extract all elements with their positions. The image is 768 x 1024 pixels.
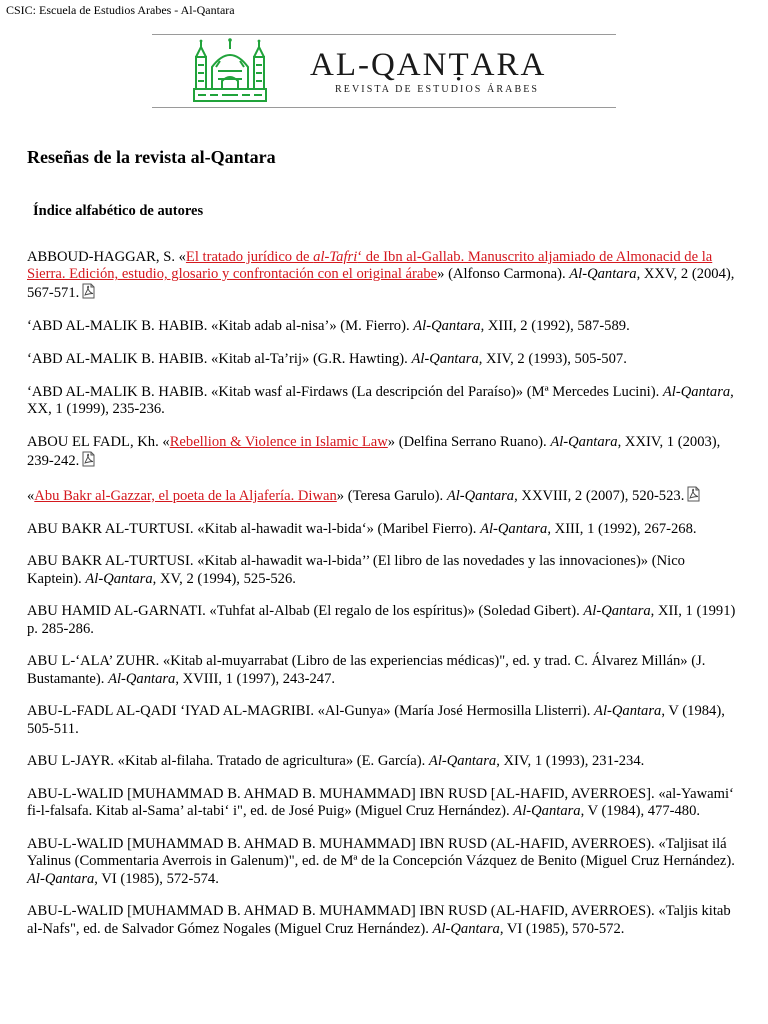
entry-text: ABU BAKR AL-TURTUSI. «Kitab al-hawadit wa-l-bida‘» (Maribel Fierro). — [27, 520, 481, 537]
entry-text: ABBOUD-HAGGAR, S. « — [27, 249, 186, 265]
entry-text: ABOU EL FADL, Kh. « — [27, 433, 170, 450]
journal-name: Al-Qantara — [411, 351, 479, 367]
journal-masthead — [152, 34, 616, 108]
citation-details: , XIV, 2 (1993), 505-507. — [478, 351, 627, 367]
entry-text: ‘ABD AL-MALIK B. HABIB. «Kitab al-Ta’rij» (G.R. Hawting). — [27, 351, 412, 367]
review-entry — [27, 603, 739, 637]
entry-text: ABU-L-WALID [MUHAMMAD B. AHMAD B. MUHAMMAD] IBN RUSD (AL-HAFID, AVERROES). «Taljisat ilá Yalinus (Commentaria Averrois in Galenum)", ed. de Mª de la Concepción Vázquez de Benito (Miguel Cruz Hernández). — [27, 836, 735, 870]
reviewer-text: » (Teresa Garulo). — [336, 487, 447, 504]
citation-details: , XXVIII, 2 (2007), 520-523. — [514, 487, 685, 504]
journal-name: Al-Qantara — [513, 803, 581, 820]
index-heading: Índice alfabético de autores — [33, 203, 204, 219]
citation-details: , XIII, 2 (1992), 587-589. — [480, 318, 630, 335]
journal-name: Al-Qantara — [27, 870, 95, 887]
review-link-text: ‘ de Ibn al-Gallab. Manuscrito aljamiado de Almonacid de la Sierra. Edición, estudio, glosario y confrontación con el original árabe — [27, 249, 713, 283]
entry-text: ‘ABD AL-MALIK B. HABIB. «Kitab wasf al-Firdaws (La descripción del Paraíso)» (Mª Mercedes Lucini). — [27, 383, 663, 400]
citation-details: , XVIII, 1 (1997), 243-247. — [175, 670, 336, 687]
review-entry — [27, 521, 739, 538]
citation-details: , XXIV, 1 (2003), 239-242. — [27, 433, 721, 469]
journal-name: Al-Qantara — [432, 920, 500, 937]
pdf-file-icon[interactable] — [81, 451, 96, 467]
review-entry — [27, 486, 739, 505]
journal-name: Al-Qantara — [480, 520, 548, 537]
citation-details: , XIV, 1 (1993), 231-234. — [496, 753, 645, 770]
review-entry — [27, 753, 739, 770]
reviewer-text: » (Delfina Serrano Ruano). — [387, 433, 551, 450]
citation-details: , VI (1985), 572-574. — [94, 870, 219, 887]
masthead-subtitle: REVISTA DE ESTUDIOS ÁRABES — [335, 84, 540, 95]
entry-text: « — [27, 487, 35, 504]
journal-name: Al-Qantara — [413, 318, 481, 335]
review-link-italic: al-Tafri — [313, 249, 358, 265]
citation-details: , XIII, 1 (1992), 267-268. — [547, 520, 697, 537]
entry-text: ABU L-JAYR. «Kitab al-filaha. Tratado de agricultura» (E. García). — [27, 753, 429, 770]
journal-name: Al-Qantara — [108, 670, 176, 687]
page-title: Reseñas de la revista al-Qantara — [27, 147, 276, 167]
entry-text: ABU BAKR AL-TURTUSI. «Kitab al-hawadit wa-l-bida’’ (El libro de las novedades y las innovaciones)» (Nico Kaptein). — [27, 553, 685, 587]
citation-details: , V (1984), 477-480. — [580, 803, 701, 820]
review-entry — [27, 903, 739, 937]
review-entry — [27, 384, 739, 418]
masthead-title: AL-QANṬARA — [310, 47, 547, 83]
citation-details: , V (1984), 505-511. — [27, 703, 725, 737]
review-list — [27, 249, 739, 953]
citation-details: , XX, 1 (1999), 235-236. — [27, 383, 734, 417]
mosque-arabesque-logo-icon — [192, 37, 268, 103]
review-entry — [27, 653, 739, 687]
review-entry — [27, 786, 739, 820]
review-link-text: Rebellion & Violence in Islamic Law — [169, 433, 388, 450]
journal-name: Al-Qantara — [446, 487, 515, 504]
entry-text: ABU-L-FADL AL-QADI ‘IYAD AL-MAGRIBI. «Al-Gunya» (María José Hermosilla Llisterri). — [27, 703, 595, 720]
entry-text: ‘ABD AL-MALIK B. HABIB. «Kitab adab al-nisa’» (M. Fierro). — [27, 318, 414, 335]
review-entry — [27, 351, 739, 368]
review-link[interactable] — [170, 434, 388, 450]
journal-name: Al-Qantara — [85, 570, 153, 587]
pdf-file-icon[interactable] — [81, 283, 96, 299]
entry-text: ABU HAMID AL-GARNATI. «Tuhfat al-Albab (El regalo de los espíritus)» (Soledad Gibert). — [27, 603, 584, 620]
citation-details: , XII, 1 (1991) p. 285-286. — [27, 603, 736, 637]
pdf-file-icon[interactable] — [686, 486, 701, 502]
journal-name: Al-Qantara — [662, 383, 731, 400]
entry-text: ABU-L-WALID [MUHAMMAD B. AHMAD B. MUHAMMAD] IBN RUSD (AL-HAFID, AVERROES). «Taljis kitab al-Nafs", ed. de Salvador Gómez Nogales (Miguel Cruz Hernández). — [27, 903, 731, 937]
review-link-text: Abu Bakr al-Gazzar, el poeta de la Aljafería. Diwan — [34, 487, 337, 504]
reviewer-text: » (Alfonso Carmona). — [437, 266, 570, 283]
review-entry — [27, 434, 739, 470]
entry-text: ABU L-‘ALA’ ZUHR. «Kitab al-muyarrabat (Libro de las experiencias médicas)", ed. y trad. C. Álvarez Millán» (J. Bustamante). — [27, 653, 706, 687]
journal-name: Al-Qantara — [569, 266, 637, 283]
review-entry — [27, 836, 739, 888]
review-entry — [27, 703, 739, 737]
citation-details: , VI (1985), 570-572. — [499, 920, 625, 937]
entry-text: ABU-L-WALID [MUHAMMAD B. AHMAD B. MUHAMMAD] IBN RUSD [AL-HAFID, AVERROES]. «al-Yawami‘ fi-l-falsafa. Kitab al-Sama’ al-tabi‘ i", ed. de José Puig» (Miguel Cruz Hernández). — [27, 786, 734, 820]
review-entry — [27, 318, 739, 335]
review-link-text: El tratado jurídico de — [185, 249, 314, 265]
citation-details: , XXV, 2 (2004), 567-571. — [27, 266, 735, 302]
print-header: CSIC: Escuela de Estudios Arabes - Al-Qantara — [6, 3, 235, 17]
journal-name: Al-Qantara — [583, 603, 651, 620]
citation-details: , XV, 2 (1994), 525-526. — [152, 570, 296, 587]
review-entry — [27, 249, 739, 303]
journal-name: Al-Qantara — [550, 433, 618, 450]
journal-name: Al-Qantara — [594, 703, 662, 720]
review-entry — [27, 553, 739, 587]
journal-name: Al-Qantara — [428, 753, 497, 770]
review-link[interactable] — [34, 488, 337, 504]
